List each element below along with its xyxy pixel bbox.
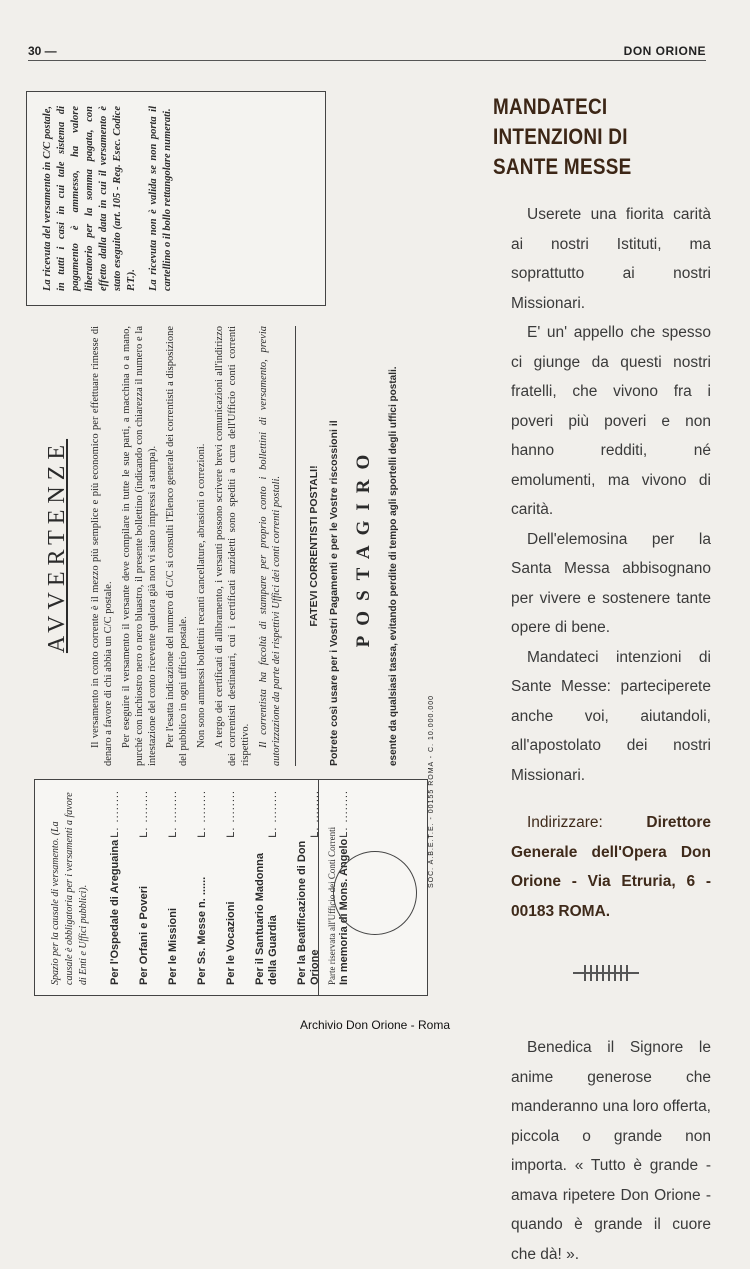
address-label: Indirizzare:: [527, 814, 603, 831]
item-label: Per le Vocazioni: [225, 901, 237, 985]
article-body: [511, 200, 711, 926]
article-paragraph: Benedica il Signore le anime generose che manderanno una loro offerta, piccola o grande non importa. « Tutto è grande - amava ripetere Don Orione - quando è grande il cuore che dà! ».: [511, 1039, 711, 1263]
item-amount: L. ........: [338, 790, 350, 838]
address-text: Direttore Generale dell'Opera Don Orione - Via Etruria, 6 - 00183 ROMA.: [511, 814, 711, 920]
item-label: Per la Beatificazione di Don Orione: [296, 840, 321, 985]
page-header: [28, 44, 706, 60]
item-label: In memoria di Mons. Angelo: [338, 838, 350, 985]
postagiro-title: POSTAGIRO: [353, 444, 374, 648]
header-rule: [28, 60, 706, 61]
receipt-box: [26, 91, 326, 306]
instructions-column: [34, 326, 400, 766]
item-amount: L. ........: [225, 790, 237, 838]
receipt-text: La ricevuta del versamento in C/C postale, in tutti i casi in cui tale sistema di pagamento è ammesso, ha valore liberatorio per la somma pagata, con effetto dalla data in cui il versamento è stato eseguito (art. 105 - Reg. Esec. Codice P.T.).: [42, 106, 137, 291]
item-row: [188, 790, 217, 985]
item-amount: L. ........: [309, 790, 321, 838]
article-paragraph: Dell'elemosina per la Santa Messa abbisognano per vivere e sostenere tante opere di bene.: [511, 530, 711, 636]
causale-box: [34, 779, 428, 996]
item-row: [159, 790, 188, 985]
office-reserved-label: Parte riservata all'Ufficio dei Conti Correnti: [327, 826, 337, 985]
item-amount: L. ........: [138, 790, 150, 838]
exempt-text: esente da qualsiasi tassa, evitando perdite di tempo agli sportelli degli uffici postali.: [388, 366, 399, 766]
divider: [295, 326, 296, 766]
item-amount: L. ........: [167, 790, 179, 838]
item-amount: L. ........: [267, 790, 279, 838]
warnings-title: AVVERTENZE: [44, 438, 70, 654]
printer-credit: SOC. A.B.E.T.E. - 00155 ROMA - C. 10.000.000: [428, 694, 435, 888]
instruction-paragraph: A tergo dei certificati di allibramento, i versanti possono scrivere brevi comunicazioni all'indirizzo dei correntisti destinatari, cui i certificati anzidetti sono spediti a cura dell'Ufficio conti correnti rispettivo.: [214, 326, 251, 766]
article-title: MANDATECI INTENZIONI DI SANTE MESSE: [493, 94, 632, 179]
item-label: Per l'Ospedale di Areguaina: [109, 839, 121, 985]
callout: FATEVI CORRENTISTI POSTALI!: [308, 465, 320, 627]
address-paragraph: [511, 808, 711, 926]
item-label: Per Orfani e Poveri: [138, 885, 150, 985]
item-label: Per il Santuario Madonna della Guardia: [254, 852, 279, 985]
use-text: Potrete così usare per i Vostri Pagamenti e per le Vostre riscossioni il: [328, 420, 340, 766]
instruction-paragraph: Non sono ammessi bollettini recanti cancellature, abrasioni o correzioni.: [196, 443, 207, 748]
archive-footer: Archivio Don Orione - Roma: [299, 1018, 451, 1032]
stamp-circle: [333, 851, 417, 935]
causale-intro: Spazio per la causale di versamento. (La causale è obbligatoria per i versamenti a favore di Enti e Uffici pubblici).: [50, 792, 89, 985]
article: [471, 76, 729, 1263]
article-paragraph: E' un' appello che spesso ci giunge da questi nostri fratelli, che vivono fra i poveri più poveri e non hanno redditi, né emolumenti, ma vivono di carità.: [511, 324, 711, 518]
office-reserved-area: [318, 780, 427, 995]
magazine-title: DON ORIONE: [623, 44, 706, 58]
item-amount: L. ........: [196, 790, 208, 838]
receipt-text: La ricevuta non è valida se non porta il cartellino o il bollo rettangolare numerati.: [148, 106, 173, 291]
instruction-italic: Il correntista ha facoltà di stampare per proprio conto i bollettini di versamento, previa autorizzazione da parte dei rispettivi Uffici dei conti correnti postali.: [258, 326, 282, 766]
article-paragraph: Userete una fiorita carità ai nostri Istituti, ma soprattutto ai nostri Missionari.: [511, 206, 711, 312]
item-amount: L. ........: [109, 790, 121, 838]
closing-text: [511, 1033, 711, 1269]
instruction-paragraph: Per l'esatta indicazione del numero di C/C si consulti l'Elenco generale dei correntisti a disposizione del pubblico in ogni ufficio postale.: [165, 326, 189, 766]
item-row: [217, 790, 246, 985]
article-paragraph: Mandateci intenzioni di Sante Messe: parteciperete anche voi, aiutandoli, all'apostolato dei nostri Missionari.: [511, 648, 711, 784]
item-label: Per le Missioni: [167, 907, 179, 985]
printer-line-anchor: [428, 628, 442, 888]
instruction-paragraph: Per eseguire il versamento il versante deve compilare in tutte le sue parti, a macchina o a mano, purché con inchiostro nero o nero bluastro, il presente bollettino (indicando con chiarezza il numero e la intestazione del conto ricevente qualora già non vi siano impressi a stampa).: [121, 326, 158, 766]
instruction-paragraph: Il versamento in conto corrente è il mezzo più semplice e più economico per effettuare rimesse di denaro a favore di chi abbia un C/C postale.: [90, 326, 114, 766]
item-row: [101, 790, 130, 985]
postal-coupon: [18, 86, 450, 1006]
ornament-icon: [571, 962, 641, 984]
item-row: [246, 790, 288, 985]
page-number: 30 —: [28, 44, 57, 58]
item-row: [130, 790, 159, 985]
item-label: Per Ss. Messe n. ......: [196, 876, 208, 985]
